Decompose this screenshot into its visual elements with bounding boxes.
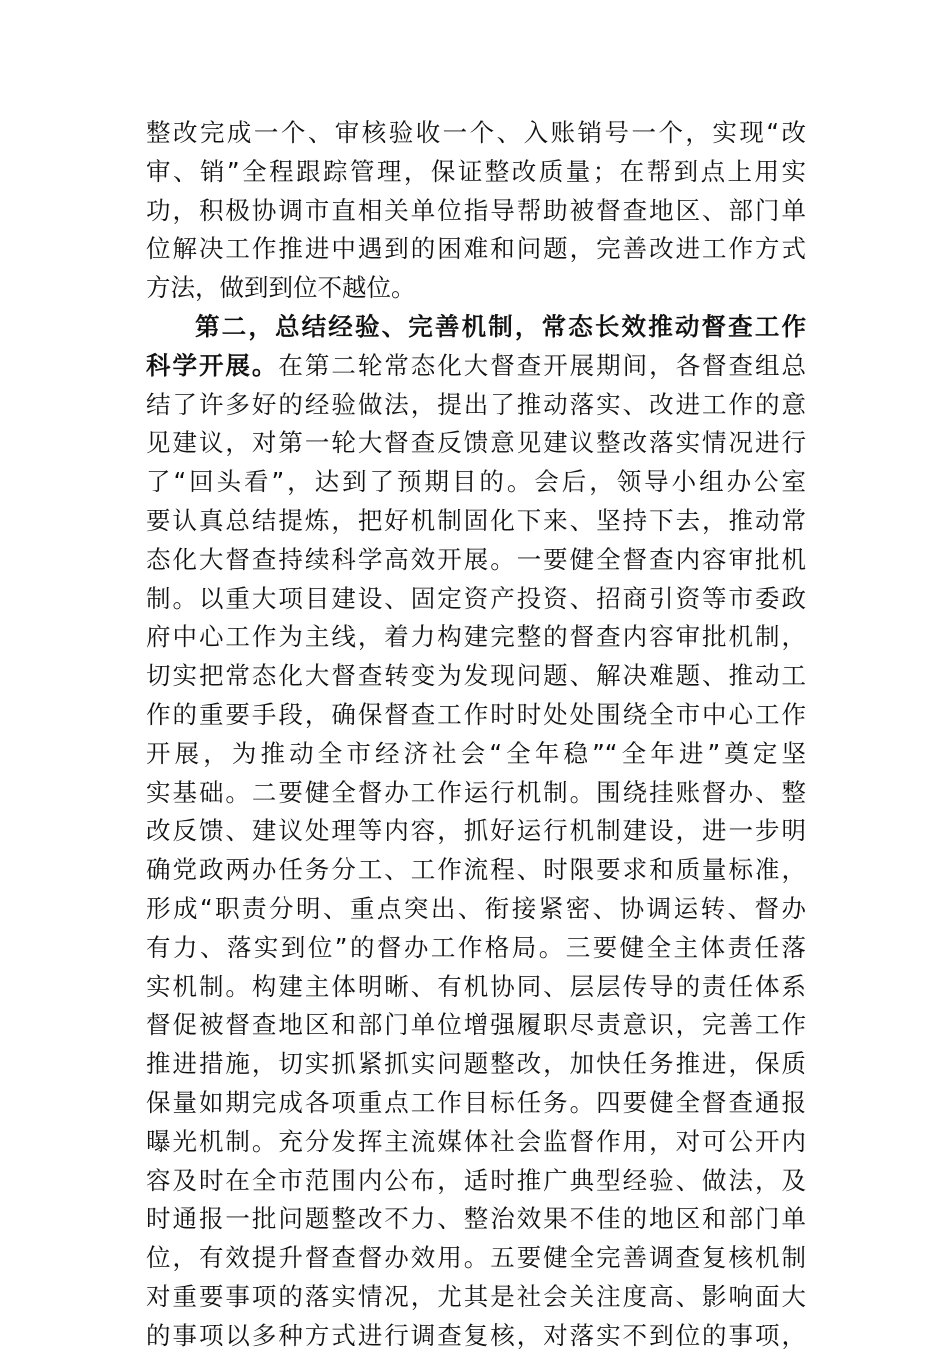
text-line: 位解决工作推进中遇到的困难和问题，完善改进工作方式 (146, 234, 806, 264)
text-line: 对重要事项的落实情况，尤其是社会关注度高、影响面大 (146, 1281, 806, 1311)
text-line: 曝光机制。充分发挥主流媒体社会监督作用，对可公开内 (146, 1126, 806, 1156)
section-heading-end: 科学开展。 (146, 350, 279, 380)
text-line: 见建议，对第一轮大督查反馈意见建议整改落实情况进行 (146, 428, 806, 458)
text-line: 功，积极协调市直相关单位指导帮助被督查地区、部门单 (146, 195, 806, 225)
text-line: 府中心工作为主线，着力构建完整的督查内容审批机制， (146, 622, 806, 652)
text-line: 了“回头看”，达到了预期目的。会后，领导小组办公室 (146, 467, 806, 497)
text-line: 容及时在全市范围内公布，适时推广典型经验、做法，及 (146, 1165, 806, 1195)
text-line: 整改完成一个、审核验收一个、入账销号一个，实现“改 (146, 118, 806, 147)
text-line: 要认真总结提炼，把好机制固化下来、坚持下去，推动常 (146, 505, 806, 535)
text-line: 在第二轮常态化大督查开展期间，各督查组总 (278, 350, 807, 380)
text-line: 保量如期完成各项重点工作目标任务。四要健全督查通报 (146, 1087, 806, 1117)
text-line: 结了许多好的经验做法，提出了推动落实、改进工作的意 (146, 389, 806, 419)
text-line: 作的重要手段，确保督查工作时时处处围绕全市中心工作 (146, 699, 806, 729)
text-line: 实机制。构建主体明晰、有机协同、层层传导的责任体系 (146, 971, 806, 1001)
text-line: 位，有效提升督查督办效用。五要健全完善调查复核机制 (146, 1243, 806, 1273)
text-line: 督促被督查地区和部门单位增强履职尽责意识，完善工作 (146, 1010, 806, 1040)
text-line: 方法，做到到位不越位。 (146, 273, 416, 303)
text-line: 确党政两办任务分工、工作流程、时限要求和质量标准， (146, 855, 806, 885)
text-line: 改反馈、建议处理等内容，抓好运行机制建设，进一步明 (146, 816, 806, 846)
body-text (146, 114, 806, 1356)
text-line: 态化大督查持续科学高效开展。一要健全督查内容审批机 (146, 544, 806, 574)
text-line: 形成“职责分明、重点突出、衔接紧密、协调运转、督办 (146, 893, 806, 923)
text-line: 有力、落实到位”的督办工作格局。三要健全主体责任落 (146, 932, 806, 962)
text-line: 开展，为推动全市经济社会“全年稳”“全年进”奠定坚 (146, 738, 806, 768)
text-line-mixed (146, 347, 806, 386)
text-line: 实基础。二要健全督办工作运行机制。围绕挂账督办、整 (146, 777, 806, 807)
text-line: 推进措施，切实抓紧抓实问题整改，加快任务推进，保质 (146, 1049, 806, 1079)
text-line: 的事项以多种方式进行调查复核，对落实不到位的事项， (146, 1320, 806, 1350)
text-line: 制。以重大项目建设、固定资产投资、招商引资等市委政 (146, 583, 806, 613)
text-line: 切实把常态化大督查转变为发现问题、解决难题、推动工 (146, 661, 806, 691)
section-heading: 第二，总结经验、完善机制，常态长效推动督查工作 (195, 311, 806, 341)
text-line: 时通报一批问题整改不力、整治效果不佳的地区和部门单 (146, 1204, 806, 1234)
text-line: 审、销”全程跟踪管理，保证整改质量；在帮到点上用实 (146, 156, 806, 186)
